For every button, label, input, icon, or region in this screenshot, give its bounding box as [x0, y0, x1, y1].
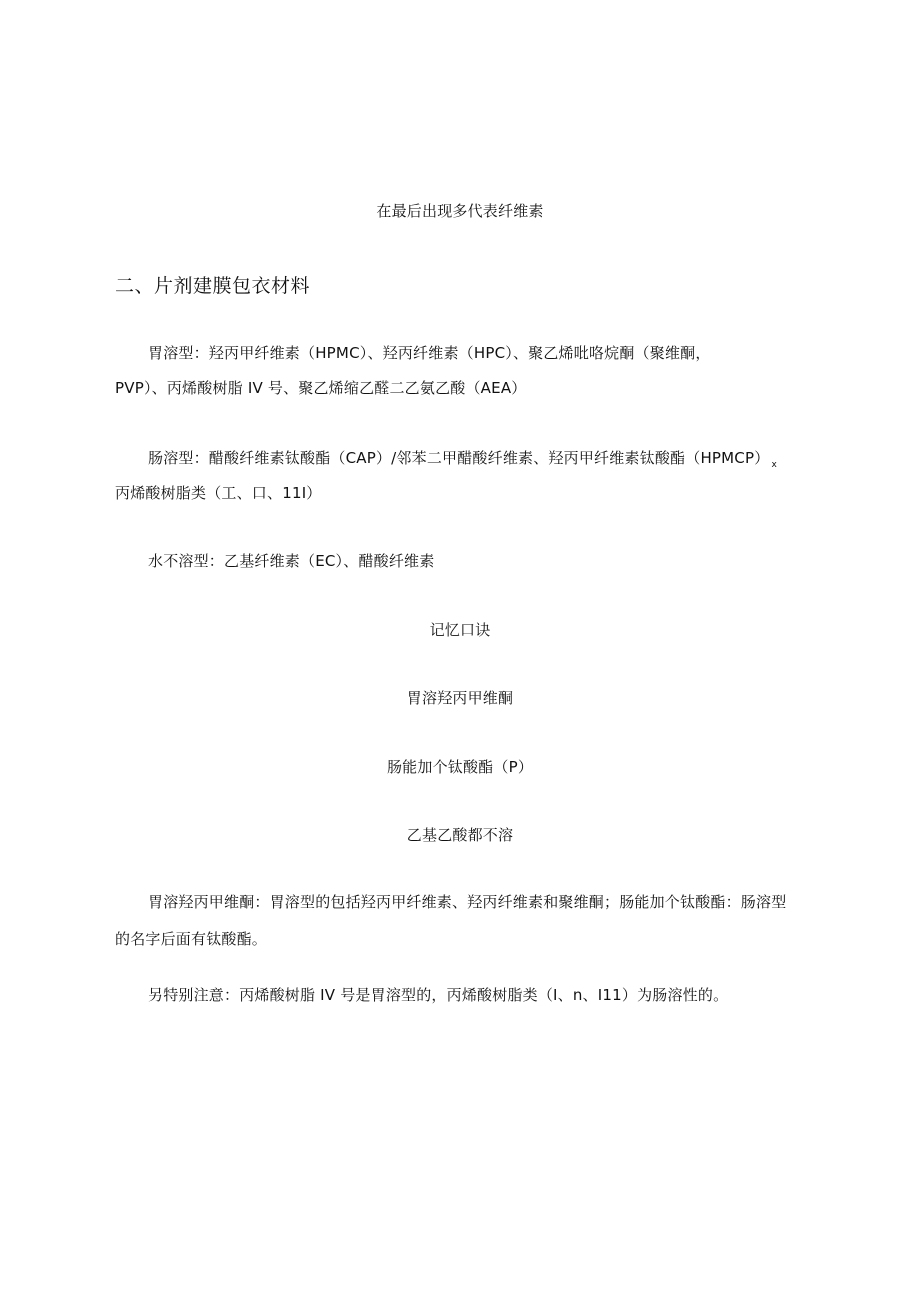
- gastric-paragraph-line-2: PVP）、丙烯酸树脂 IV 号、聚乙烯缩乙醛二乙氨乙酸（AEA）: [115, 379, 527, 397]
- mnemonic-title: 记忆口诀: [429, 621, 491, 639]
- special-note: 另特别注意：丙烯酸树脂 IV 号是胃溶型的，丙烯酸树脂类（I、n、I11）为肠溶性的。: [148, 986, 729, 1004]
- enteric-paragraph-line-2: 丙烯酸树脂类（工、口、11I）: [115, 484, 322, 502]
- mnemonic-line-2: 肠能加个钛酸酯（P）: [386, 758, 534, 776]
- explanation-line-2: 的名字后面有钛酸酯。: [115, 930, 268, 948]
- insoluble-paragraph: 水不溶型：乙基纤维素（EC）、醋酸纤维素: [148, 552, 435, 570]
- enteric-line-1-text: 肠溶型：醋酸纤维素钛酸酯（CAP）/邻苯二甲醋酸纤维素、羟丙甲纤维素钛酸酯（HPMCP）: [148, 449, 770, 467]
- gastric-paragraph-line-1: 胃溶型：羟丙甲纤维素（HPMC）、羟丙纤维素（HPC）、聚乙烯吡咯烷酮（聚维酮，: [148, 344, 711, 362]
- top-note: 在最后出现多代表纤维素: [376, 202, 544, 220]
- enteric-line-1-suffix: x: [771, 460, 777, 470]
- explanation-line-1: 胃溶羟丙甲维酮：胃溶型的包括羟丙甲纤维素、羟丙纤维素和聚维酮；肠能加个钛酸酯：肠溶型: [148, 893, 787, 911]
- section-heading: 二、片剂建膜包衣材料: [115, 275, 311, 297]
- mnemonic-line-3: 乙基乙酸都不溶: [406, 826, 514, 844]
- enteric-paragraph-line-1: [148, 448, 777, 475]
- mnemonic-line-1: 胃溶羟丙甲维酮: [406, 689, 514, 707]
